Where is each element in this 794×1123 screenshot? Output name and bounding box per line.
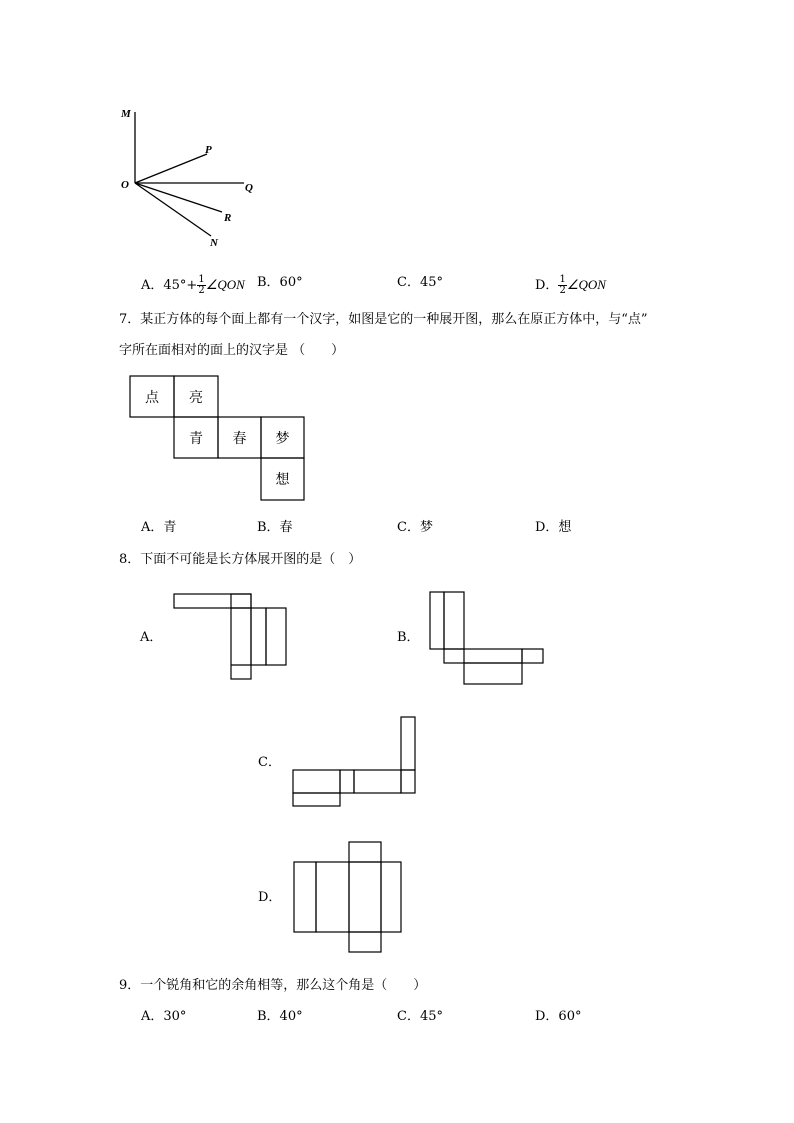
q6-option-c[interactable]: C．45°: [397, 275, 443, 290]
q7-option-b[interactable]: B．春: [257, 520, 293, 535]
label-o: O: [121, 179, 129, 191]
net-c: [293, 717, 415, 806]
q7-option-c[interactable]: C．梦: [397, 520, 433, 535]
net-face-dian: 点: [145, 389, 159, 406]
q8-stem: 8．下面不可能是长方体展开图的是（ ）: [119, 552, 362, 567]
q7-stem-line2: 字所在面相对的面上的汉字是 （ ）: [119, 343, 345, 358]
label-p: P: [205, 144, 212, 156]
q6-option-d-suffix: ∠QON: [566, 277, 606, 292]
q8-label-d[interactable]: D．: [258, 890, 282, 905]
net-d: [294, 842, 401, 952]
net-face-chun: 春: [232, 430, 247, 447]
label-m: M: [121, 108, 131, 120]
label-r: R: [224, 212, 232, 224]
net-face-liang: 亮: [189, 389, 203, 406]
label-q: Q: [245, 182, 253, 194]
q6-option-d-prefix: D．: [535, 278, 559, 293]
fraction: $\frac{1}{2}$: [559, 274, 566, 296]
q7-stem-line1: 7．某正方体的每个面上都有一个汉字，如图是它的一种展开图，那么在原正方体中，与“点”: [119, 312, 648, 327]
q6-option-b[interactable]: B．60°: [257, 275, 303, 290]
q8-label-c[interactable]: C．: [258, 755, 281, 770]
q7-option-a[interactable]: A．青: [141, 520, 177, 535]
net-face-xiang: 想: [275, 472, 290, 488]
q6-option-a-prefix: A．45°+: [141, 278, 198, 293]
q9-option-b[interactable]: B．40°: [257, 1009, 303, 1024]
q8-label-a[interactable]: A．: [140, 630, 163, 645]
q9-option-a[interactable]: A．30°: [141, 1009, 187, 1024]
q6-option-a-suffix: ∠QON: [205, 277, 245, 292]
q9-option-d[interactable]: D．60°: [535, 1009, 582, 1024]
q9-option-c[interactable]: C．45°: [397, 1009, 443, 1024]
net-face-qing: 青: [189, 430, 203, 447]
net-b: [430, 592, 543, 684]
net-face-meng: 梦: [275, 430, 290, 447]
net-a: [174, 594, 286, 679]
q9-stem: 9．一个锐角和它的余角相等，那么这个角是（ ）: [119, 978, 427, 993]
q8-label-b[interactable]: B．: [397, 630, 420, 645]
fraction: $\frac{1}{2}$: [198, 274, 205, 296]
q7-option-d[interactable]: D．想: [535, 520, 572, 535]
label-n: N: [210, 237, 218, 249]
